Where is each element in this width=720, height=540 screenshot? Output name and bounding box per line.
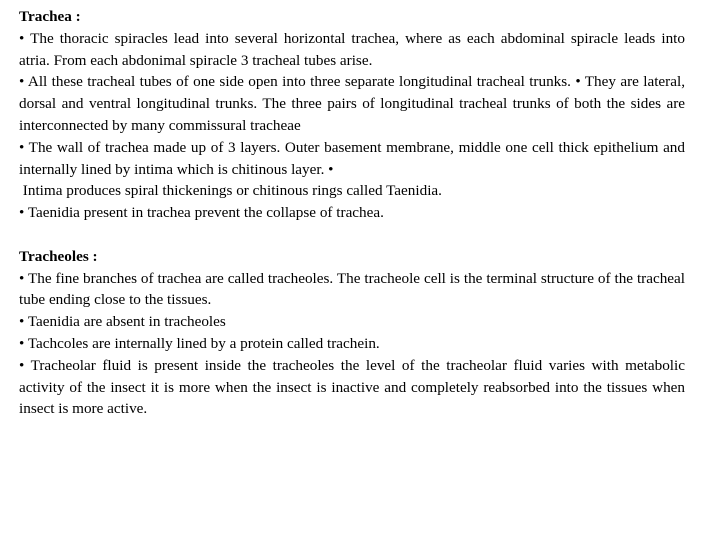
- trachea-paragraph-2: • All these tracheal tubes of one side open into three separate longitudinal tracheal trunks. • They are lateral, dorsal and ventral longitudinal trunks. The three pairs of longitudinal tracheal trunks of both the sides are interconnected by many commissural tracheae: [19, 73, 685, 134]
- section-spacer: [19, 224, 685, 246]
- tracheoles-heading: Tracheoles :: [19, 247, 98, 265]
- trachea-heading: Trachea :: [19, 8, 81, 25]
- trachea-paragraph-4: Intima produces spiral thickenings or chitinous rings called Taenidia.: [19, 182, 442, 200]
- tracheoles-paragraph-3: • Tachcoles are internally lined by a protein called trachein.: [19, 334, 380, 352]
- trachea-paragraph-3: • The wall of trachea made up of 3 layers. Outer basement membrane, middle one cell thick epithelium and internally lined by intima which is chitinous layer. •: [19, 138, 685, 178]
- trachea-paragraph-5: • Taenidia present in trachea prevent the collapse of trachea.: [19, 204, 384, 222]
- tracheoles-paragraph-4: • Tracheolar fluid is present inside the tracheoles the level of the tracheolar fluid varies with metabolic activity of the insect it is more when the insect is inactive and completely reabsorbed into the tissues when insect is more active.: [19, 356, 685, 418]
- tracheoles-paragraph-2: • Taenidia are absent in tracheoles: [19, 313, 226, 331]
- slide-body-text: [19, 6, 685, 420]
- trachea-paragraph-1: • The thoracic spiracles lead into several horizontal trachea, where as each abdominal spiracle leads into atria. From each abdonimal spiracle 3 tracheal tubes arise.: [19, 29, 685, 69]
- tracheoles-paragraph-1: • The fine branches of trachea are called tracheoles. The tracheole cell is the terminal structure of the tracheal tube ending close to the tissues.: [19, 269, 685, 309]
